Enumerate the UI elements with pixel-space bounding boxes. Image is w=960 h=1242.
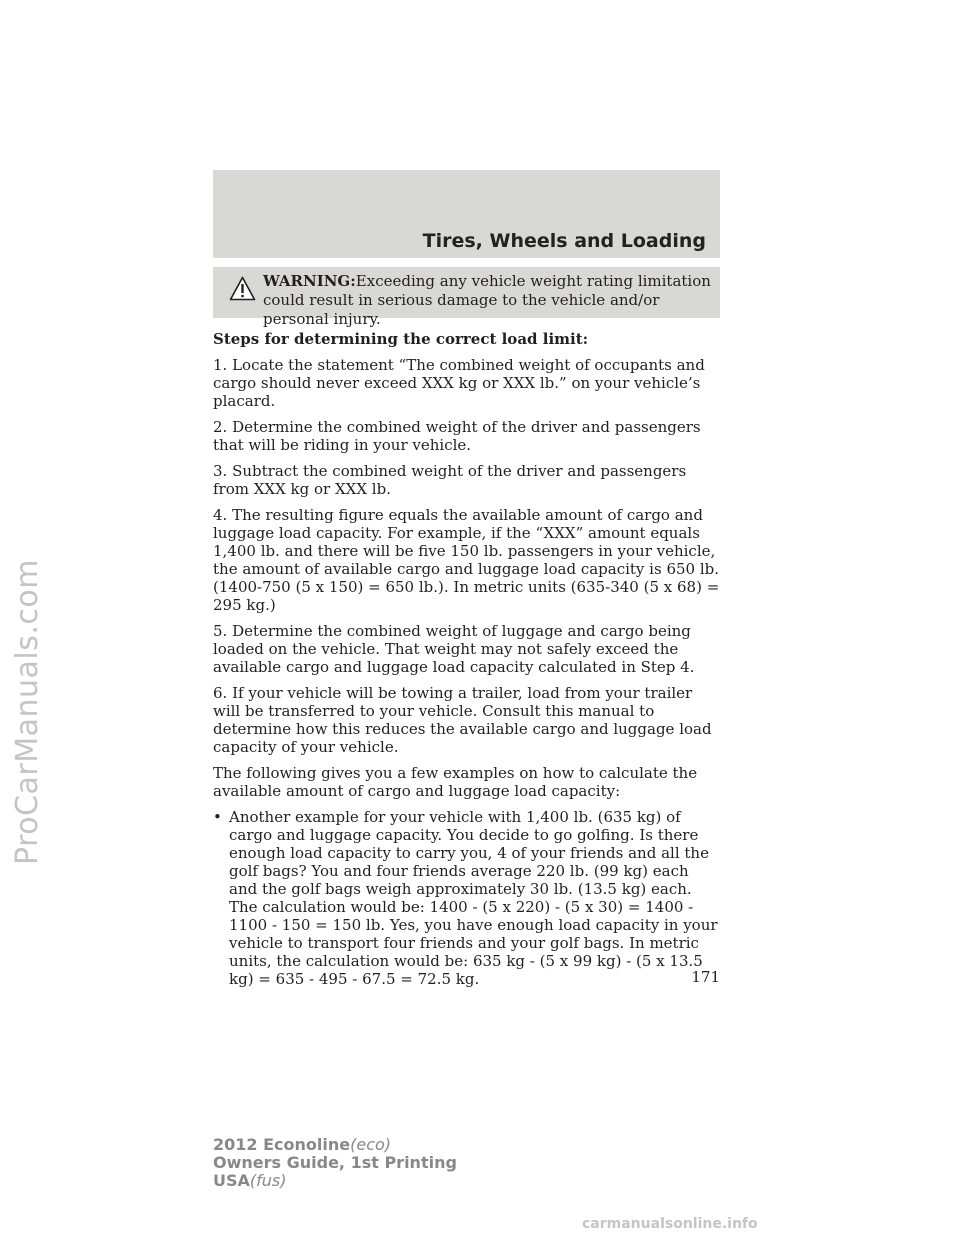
step-5: 5. Determine the combined weight of luggage and cargo being loaded on the vehicle. That weight may not safely exceed the available cargo and luggage load capacity calculated in Step 4. [213, 622, 695, 676]
bullet-marker: • [213, 808, 222, 826]
warning-label: WARNING: [263, 272, 356, 290]
footer-model-code: (eco) [350, 1135, 392, 1154]
bullet-text: Another example for your vehicle with 1,400 lb. (635 kg) of cargo and luggage capacity. You decide to go golfing. Is there enough load capacity to carry you, 4 of your friends and all the golf bags? You and four friends average 220 lb. (99 kg) each and the golf bags weigh approximately 30 lb. (13.5 kg) each. The calculation would be: 1400 - (5 x 220) - (5 x 30) = 1400 - 1100 - 150 = 150 lb. Yes, you have enough load capacity in your vehicle to transport four friends and your golf bags. In metric units, the calculation would be: 635 kg - (5 x 99 kg) - (5 x 13.5 kg) = 635 - 495 - 67.5 = 72.5 kg. [229, 808, 718, 988]
section-header-box [213, 170, 720, 258]
step-1: 1. Locate the statement “The combined weight of occupants and cargo should never exceed XXX kg or XXX lb.” on your vehicle’s placard. [213, 356, 705, 410]
step-2: 2. Determine the combined weight of the driver and passengers that will be riding in your vehicle. [213, 418, 701, 454]
body-text [213, 330, 720, 988]
warning-triangle-icon [229, 276, 256, 301]
steps-heading: Steps for determining the correct load limit: [213, 330, 589, 348]
step-4: 4. The resulting figure equals the available amount of cargo and luggage load capacity. For example, if the “XXX” amount equals 1,400 lb. and there will be five 150 lb. passengers in your vehicle, the amount of available cargo and luggage load capacity is 650 lb. (1400-750 (5 x 150) = 650 lb.). In metric units (635-340 (5 x 68) = 295 kg.) [213, 506, 720, 614]
warning-box [213, 267, 720, 328]
footer-line-2: Owners Guide, 1st Printing [213, 1153, 457, 1172]
footer-line-1 [213, 1136, 457, 1154]
examples-intro: The following gives you a few examples on how to calculate the available amount of cargo and luggage load capacity: [213, 764, 698, 800]
footer-model: 2012 Econoline [213, 1135, 351, 1154]
section-title: Tires, Wheels and Loading [422, 230, 706, 252]
warning-text [263, 272, 719, 329]
step-3: 3. Subtract the combined weight of the driver and passengers from XXX kg or XXX lb. [213, 462, 687, 498]
example-bullet [213, 808, 720, 988]
step-6: 6. If your vehicle will be towing a trailer, load from your trailer will be transferred to your vehicle. Consult this manual to determine how this reduces the available cargo and luggage load capacity of your vehicle. [213, 684, 712, 756]
footer [213, 1136, 457, 1190]
warning-message: Exceeding any vehicle weight rating limitation could result in serious damage to the vehicle and/or personal injury. [263, 272, 711, 328]
side-watermark: ProCarManuals.com [10, 558, 45, 865]
bottom-watermark: carmanualsonline.info [582, 1216, 758, 1232]
footer-market: USA [213, 1171, 250, 1190]
page-number: 171 [691, 968, 720, 986]
footer-market-code: (fus) [249, 1171, 287, 1190]
footer-line-3 [213, 1172, 457, 1190]
